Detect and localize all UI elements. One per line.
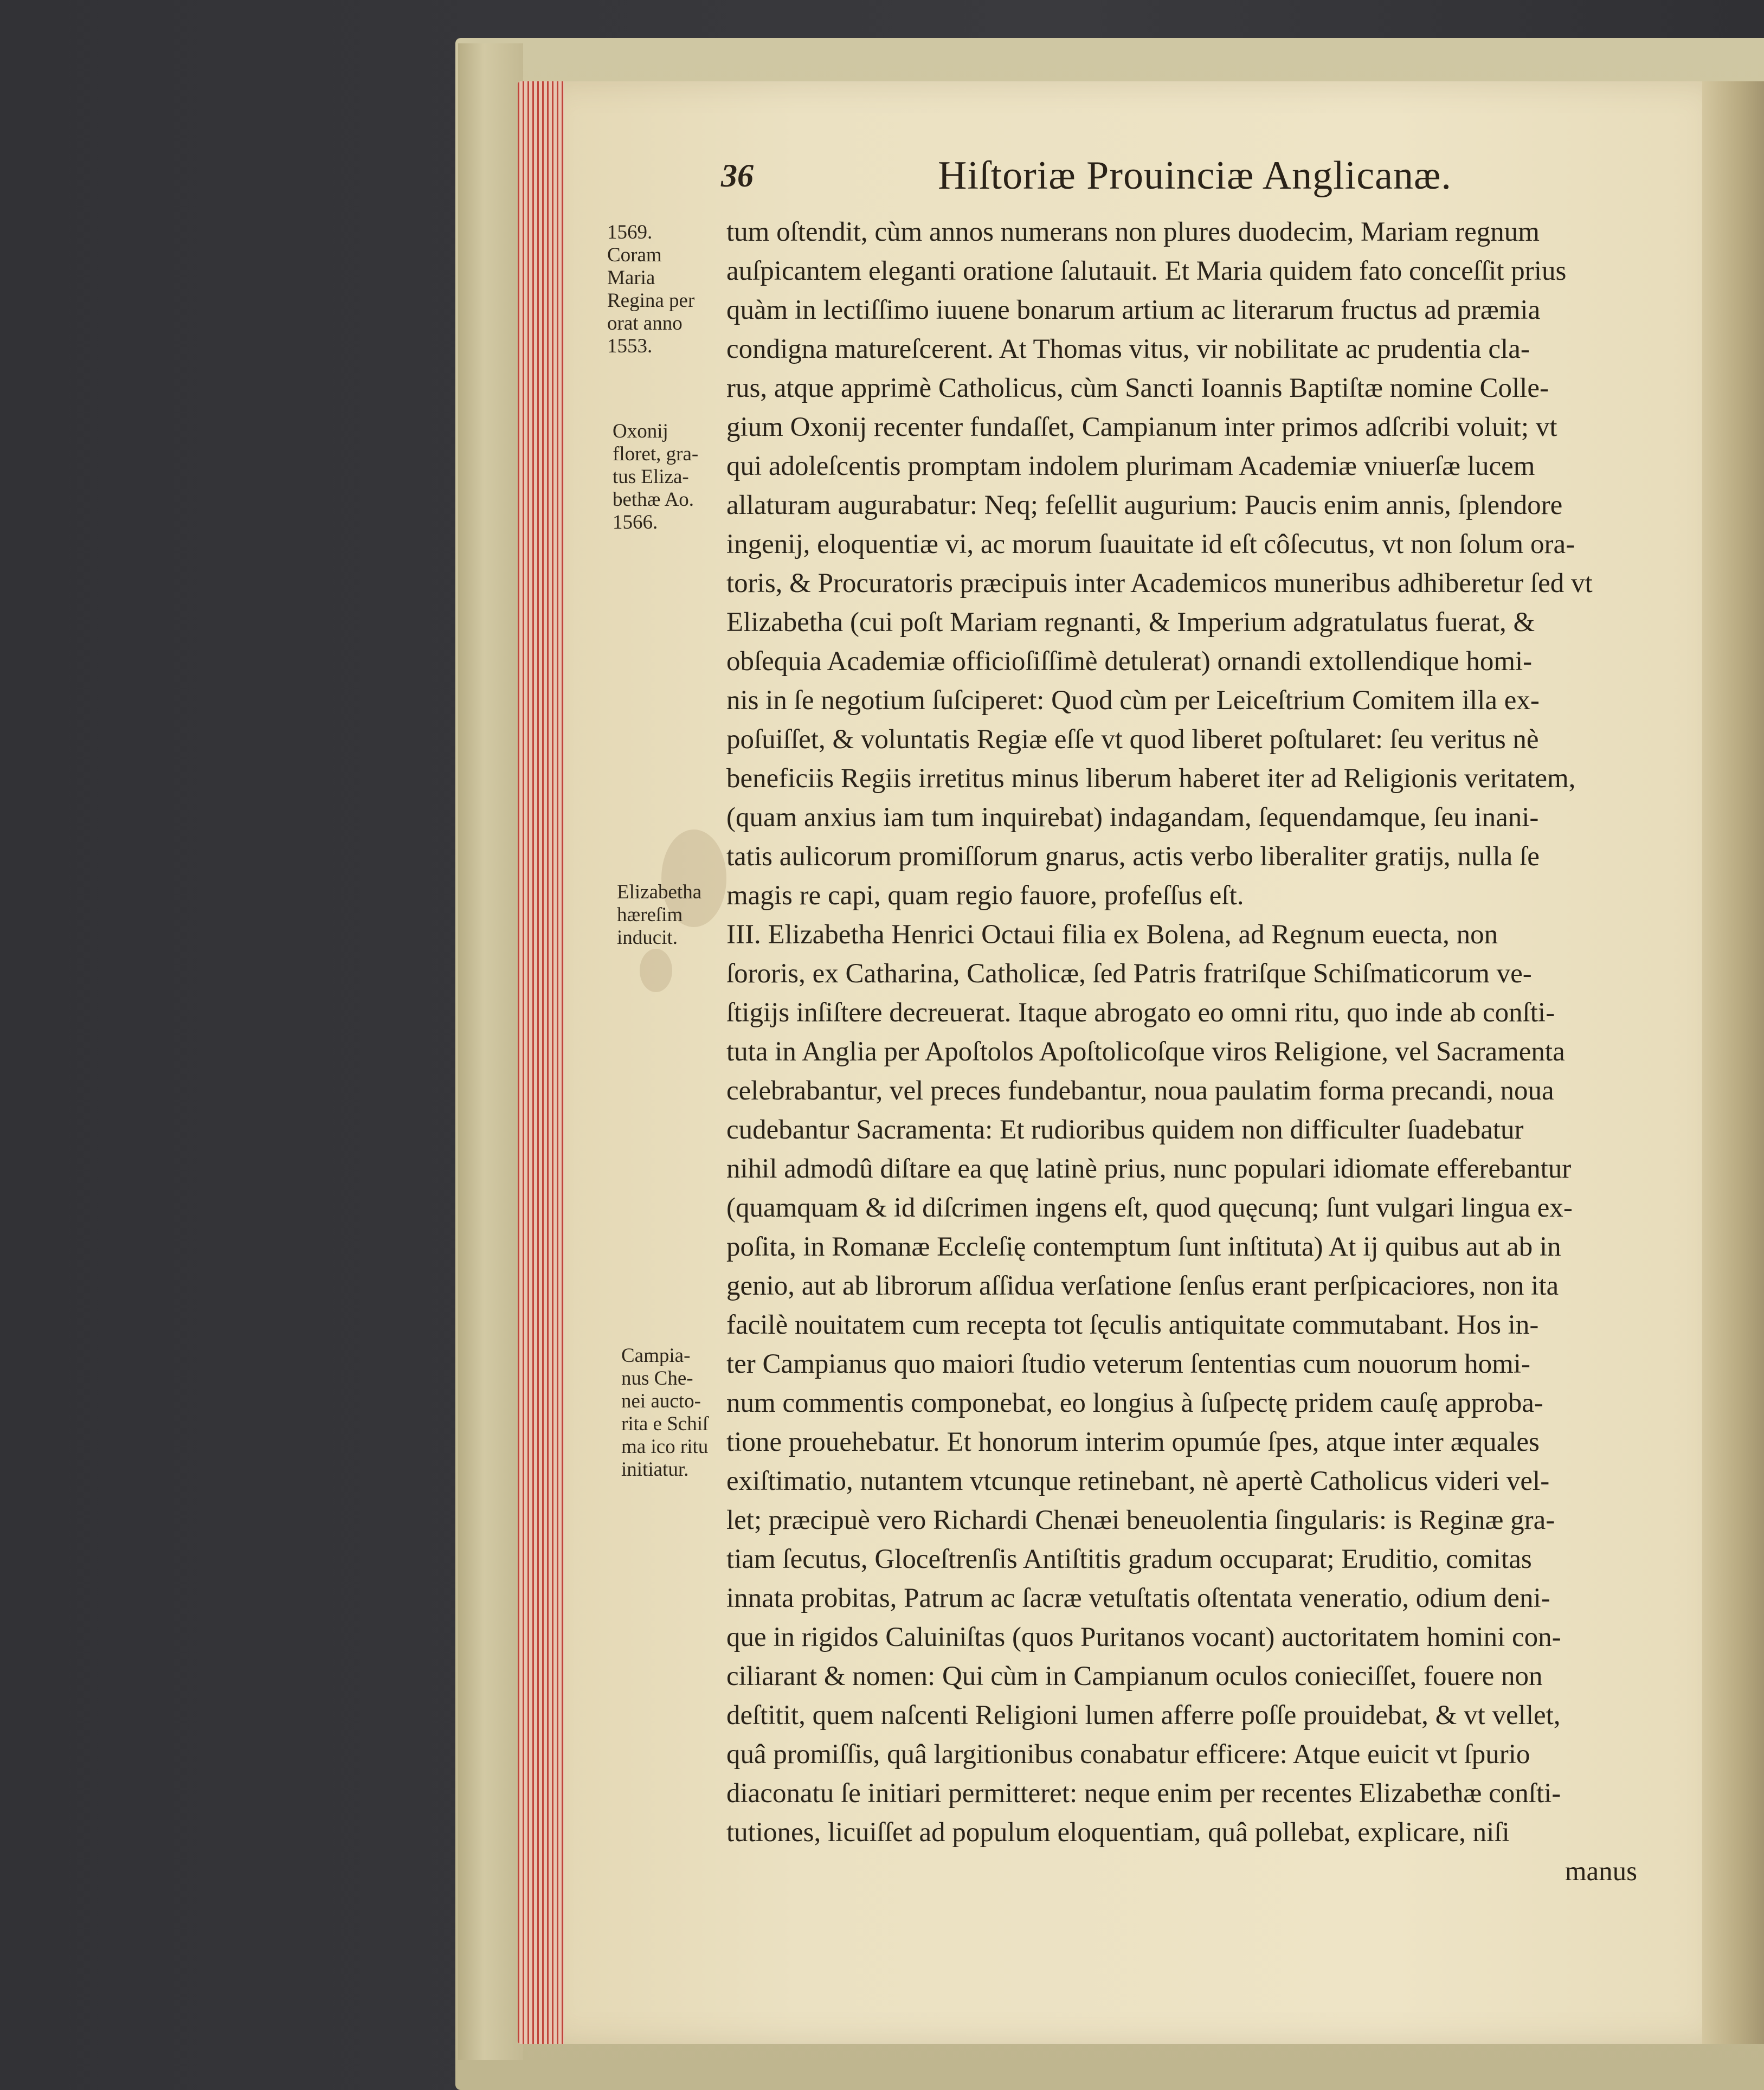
text-line: III. Elizabetha Henrici Octaui filia ex Bolena, ad Regnum euecta, non [726, 919, 1498, 950]
margin-note-line: Oxonij [613, 420, 668, 442]
margin-note [621, 1345, 708, 1481]
text-line: deſtitit, quem naſcenti Religioni lumen afferre poſſe prouidebat, & vt vellet, [726, 1700, 1561, 1731]
text-line: quâ promiſſis, quâ largitionibus conabatur efficere: Atque euicit vt ſpurio [726, 1739, 1530, 1770]
gutter [1702, 81, 1764, 2044]
text-line: tatis aulicorum promiſſorum gnarus, actis verbo liberaliter gratijs, nulla ſe [726, 841, 1540, 872]
catchword: manus [1565, 1856, 1637, 1887]
text-line: tum oſtendit, cùm annos numerans non plures duodecim, Mariam regnum [726, 217, 1540, 247]
text-line: ſororis, ex Catharina, Catholicæ, ſed Patris fratriſque Schiſmaticorum ve- [726, 959, 1532, 989]
margin-note-line: nei aucto- [621, 1390, 701, 1412]
text-line: (quamquam & id diſcrimen ingens eſt, quod quęcunq; ſunt vulgari lingua ex- [726, 1193, 1573, 1223]
text-line: beneficiis Regiis irretitus minus liberum haberet iter ad Religionis veritatem, [726, 763, 1576, 794]
text-line: innata probitas, Patrum ac ſacræ vetuſtatis oſtentata veneratio, odium deni- [726, 1583, 1550, 1613]
text-line: let; præcipuè vero Richardi Chenæi beneuolentia ſingularis: is Reginæ gra- [726, 1505, 1555, 1535]
text-line: obſequia Academiæ officioſiſſimè detulerat) ornandi extollendique homi- [726, 646, 1533, 677]
margin-note-line: Regina per [607, 290, 695, 312]
running-head [721, 153, 1653, 201]
margin-note-line: Coram [607, 244, 662, 266]
text-line: num commentis componebat, eo longius à ſuſpectę pridem cauſę approba- [726, 1388, 1543, 1418]
text-line: celebrabantur, vel preces fundebantur, noua paulatim forma precandi, noua [726, 1076, 1554, 1106]
text-line: tione prouehebatur. Et honorum interim opumúe ſpes, atque inter æquales [726, 1427, 1540, 1457]
margin-note-line: nus Che- [621, 1367, 693, 1390]
cover-edge [458, 43, 523, 2060]
text-line: gium Oxonij recenter fundaſſet, Campianum inter primos adſcribi voluit; vt [726, 412, 1557, 442]
main-text [726, 213, 1637, 1891]
margin-note-line: initiatur. [621, 1458, 689, 1481]
margin-note-line: orat anno [607, 312, 683, 335]
text-line: rus, atque apprimè Catholicus, cùm Sancti Ioannis Baptiſtæ nomine Colle- [726, 373, 1549, 403]
text-line: auſpicantem eleganti oratione ſalutauit. Et Maria quidem fato conceſſit prius [726, 256, 1567, 286]
margin-note-line: 1569. [607, 221, 653, 243]
red-page-edges [518, 81, 566, 2044]
text-line: ter Campianus quo maiori ſtudio veterum ſententias cum nouorum homi- [726, 1349, 1530, 1379]
margin-note-line: inducit. [617, 927, 678, 949]
text-line: genio, aut ab librorum aſſidua verſatione ſenſus erant perſpicaciores, non ita [726, 1271, 1559, 1301]
margin-note-line: 1553. [607, 335, 653, 357]
text-line: tiam ſecutus, Gloceſtrenſis Antiſtitis gradum occuparat; Eruditio, comitas [726, 1544, 1532, 1574]
text-line: allaturam augurabatur: Neq; feſellit augurium: Paucis enim annis, ſplendore [726, 490, 1563, 520]
margin-note-line: bethæ Ao. [613, 488, 694, 511]
text-line: condigna matureſcerent. At Thomas vitus, vir nobilitate ac prudentia cla- [726, 334, 1530, 364]
text-line: tuta in Anglia per Apoſtolos Apoſtolicoſque viros Religione, vel Sacramenta [726, 1037, 1565, 1067]
margin-note-line: rita e Schiſ [621, 1413, 709, 1435]
text-line: exiſtimatio, nutantem vtcunque retinebant, nè apertè Catholicus videri vel- [726, 1466, 1550, 1496]
page-title: Hiſtoriæ Prouinciæ Anglicanæ. [938, 153, 1452, 198]
text-line: nihil admodû diſtare ea quę latinè prius, nunc populari idiomate efferebantur [726, 1154, 1572, 1184]
margin-note-line: 1566. [613, 511, 658, 533]
margin-note [613, 420, 698, 534]
text-line: ingenij, eloquentiæ vi, ac morum ſuauitate id eſt côſecutus, vt non ſolum ora- [726, 529, 1575, 560]
text-line: tutiones, licuiſſet ad populum eloquentiam, quâ pollebat, explicare, niſi [726, 1817, 1510, 1848]
text-line: nis in ſe negotium ſuſciperet: Quod cùm per Leiceſtrium Comitem illa ex- [726, 685, 1540, 716]
margin-note-line: ma ico ritu [621, 1436, 709, 1458]
margin-note-line: tus Eliza- [613, 466, 689, 488]
text-line: cudebantur Sacramenta: Et rudioribus quidem non difficulter ſuadebatur [726, 1115, 1524, 1145]
text-line: poſuiſſet, & voluntatis Regiæ eſſe vt quod liberet poſtularet: ſeu veritus nè [726, 724, 1539, 755]
margin-note-line: Campia- [621, 1345, 691, 1367]
text-line: ciliarant & nomen: Qui cùm in Campianum oculos conieciſſet, fouere non [726, 1661, 1543, 1692]
margin-note-line: hæreſim [617, 904, 683, 926]
text-line: facilè nouitatem cum recepta tot ſęculis antiquitate commutabant. Hos in- [726, 1310, 1539, 1340]
text-line: qui adoleſcentis promptam indolem plurimam Academiæ vniuerſæ lucem [726, 451, 1535, 481]
margin-note-line: floret, gra- [613, 443, 699, 465]
text-line: diaconatu ſe initiari permitteret: neque enim per recentes Elizabethæ conſti- [726, 1778, 1561, 1809]
text-line: (quam anxius iam tum inquirebat) indagandam, ſequendamque, ſeu inani- [726, 802, 1539, 833]
text-line: Elizabetha (cui poſt Mariam regnanti, & Imperium adgratulatus fuerat, & [726, 607, 1535, 638]
margin-note [607, 221, 694, 358]
paper-stain [640, 949, 672, 992]
page-number: 36 [721, 158, 754, 194]
text-line: magis re capi, quam regio fauore, profeſſus eſt. [726, 880, 1244, 911]
margin-note [617, 881, 701, 949]
text-line: toris, & Procuratoris præcipuis inter Academicos muneribus adhiberetur ſed vt [726, 568, 1593, 599]
text-line: ſtigijs inſiſtere decreuerat. Itaque abrogato eo omni ritu, quo inde ab conſti- [726, 998, 1555, 1028]
text-line: que in rigidos Caluiniſtas (quos Puritanos vocant) auctoritatem homini con- [726, 1622, 1561, 1652]
text-line: poſita, in Romanæ Eccleſię contemptum ſunt inſtituta) At ij quibus aut ab in [726, 1232, 1561, 1262]
margin-note-line: Maria [607, 267, 655, 289]
margin-note-line: Elizabetha [617, 881, 702, 903]
text-line: quàm in lectiſſimo iuuene bonarum artium ac literarum fructus ad præmia [726, 295, 1541, 325]
